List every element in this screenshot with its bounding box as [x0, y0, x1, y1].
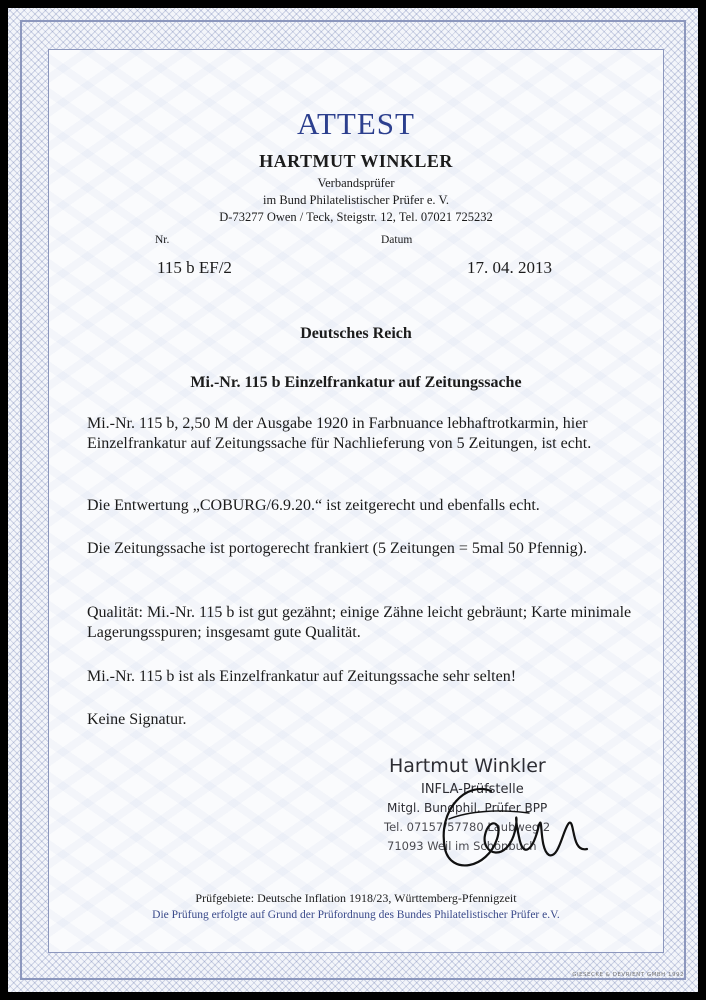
paragraph-rarity: Mi.-Nr. 115 b ist als Einzelfrankatur auf Zeitungssache sehr selten! [87, 668, 517, 685]
printer-imprint: GIESECKE & DEVRIENT GMBH 1992 [572, 972, 684, 978]
paragraph-postage: Die Zeitungssache ist portogerecht frankiert (5 Zeitungen = 5mal 50 Pfennig). [87, 540, 587, 557]
footer-regulation: Die Prüfung erfolgte auf Grund der Prüfordnung des Bundes Philatelistischer Prüfer e.V. [152, 909, 560, 921]
certificate-body [48, 49, 664, 953]
certificate-sheet [8, 8, 698, 992]
nr-label: Nr. [155, 234, 170, 246]
association: im Bund Philatelistischer Prüfer e. V. [263, 193, 449, 207]
paragraph-quality: Qualität: Mi.-Nr. 115 b ist gut gezähnt; einige Zähne leicht gebräunt; Karte minimale Lagerungsspuren; insgesamt gute Qualität. [87, 604, 632, 641]
examiner-address: D-73277 Owen / Teck, Steigstr. 12, Tel. 07021 725232 [219, 210, 493, 224]
paragraph-signature: Keine Signatur. [87, 711, 187, 728]
pruefgebiete: Prüfgebiete: Deutsche Inflation 1918/23, Württemberg-Pfennigzeit [195, 891, 517, 905]
certificate-title: ATTEST [297, 106, 415, 141]
stamp-city: 71093 Weil im Schönbuch [387, 839, 537, 853]
datum-value: 17. 04. 2013 [467, 258, 552, 277]
examiner-role: Verbandsprüfer [317, 176, 395, 190]
nr-value: 115 b EF/2 [157, 258, 232, 277]
datum-label: Datum [381, 234, 413, 246]
stamp-office: INFLA-Prüfstelle [421, 782, 524, 797]
heading-item: Mi.-Nr. 115 b Einzelfrankatur auf Zeitungssache [190, 374, 522, 391]
examiner-stamp [379, 755, 619, 885]
stamp-membership: Mitgl. Bundphil. Prüfer BPP [387, 801, 548, 815]
stamp-phone: Tel. 07157/57780 Laubweg 2 [384, 820, 551, 834]
paragraph-description: Mi.-Nr. 115 b, 2,50 M der Ausgabe 1920 in Farbnuance lebhaftrotkarmin, hier Einzelfrankatur auf Zeitungssache für Nachlieferung von 5 Zeitungen, ist echt. [87, 415, 592, 452]
stamp-name: Hartmut Winkler [389, 755, 546, 777]
handwritten-signature [379, 779, 599, 884]
paragraph-cancellation: Die Entwertung „COBURG/6.9.20.“ ist zeitgerecht und ebenfalls echt. [87, 497, 540, 514]
examiner-name: HARTMUT WINKLER [259, 151, 453, 171]
heading-country: Deutsches Reich [300, 325, 412, 342]
